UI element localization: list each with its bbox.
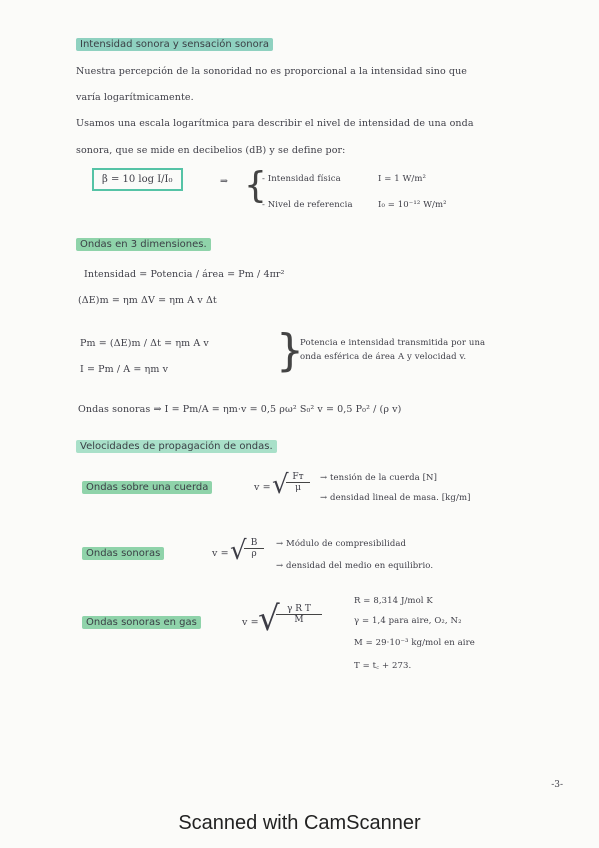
brace-icon: {: [244, 165, 267, 206]
fraction: [244, 538, 264, 559]
page-number: -3-: [551, 780, 563, 790]
label-ondas-gas: Ondas sonoras en gas: [82, 616, 201, 629]
right-brace-icon: }: [276, 325, 304, 376]
equation-line: (ΔE)m = ηm ΔV = ηm A v Δt: [78, 295, 217, 306]
label-ondas-cuerda: Ondas sobre una cuerda: [82, 481, 212, 494]
equation-line: Intensidad = Potencia / área = Pm / 4πr²: [84, 269, 285, 280]
section-title-ondas-3d: Ondas en 3 dimensiones.: [76, 238, 211, 251]
brace-note: onda esférica de área A y velocidad v.: [300, 352, 467, 362]
decibel-formula-box: β = 10 log I/I₀: [92, 168, 183, 191]
definition-label: - Nivel de referencia: [262, 200, 353, 210]
equation-line: Ondas sonoras ⇒ I = Pm/A = ηm·v = 0,5 ρω² S₀² v = 0,5 P₀² / (ρ v): [78, 404, 402, 415]
constant-note: T = t꜀ + 273.: [354, 661, 412, 671]
variable-note: → densidad del medio en equilibrio.: [276, 561, 434, 571]
denominator: M: [294, 615, 304, 625]
constant-note: γ = 1,4 para aire, O₂, N₂: [354, 616, 462, 626]
equation-line: Pm = (ΔE)m / Δt = ηm A v: [80, 338, 209, 349]
definition-equation: I₀ = 10⁻¹² W/m²: [378, 200, 447, 210]
variable-note: → tensión de la cuerda [N]: [320, 473, 437, 483]
variable-note: → Módulo de compresibilidad: [276, 539, 407, 549]
equation-line: I = Pm / A = ηm v: [80, 364, 169, 375]
numerator: Fᴛ: [286, 472, 310, 483]
sqrt-radical: √: [230, 536, 247, 566]
velocity-lhs: v =: [254, 482, 271, 493]
denominator: ρ: [251, 549, 257, 559]
denominator: μ: [295, 483, 301, 493]
paragraph-line: Nuestra percepción de la sonoridad no es proporcional a la intensidad sino que: [76, 66, 468, 77]
sqrt-radical: √: [258, 599, 280, 639]
section-title-intensidad: Intensidad sonora y sensación sonora: [76, 38, 273, 51]
velocity-lhs: v =: [242, 617, 259, 628]
definition-label: - Intensidad física: [262, 174, 341, 184]
paragraph-line: sonora, que se mide en decibelios (dB) y se define por:: [76, 145, 346, 156]
implies-arrow: ⇒: [220, 176, 229, 187]
numerator: B: [244, 538, 264, 549]
fraction: [276, 604, 322, 625]
section-title-velocidades: Velocidades de propagación de ondas.: [76, 440, 277, 453]
definition-equation: I = 1 W/m²: [378, 174, 427, 184]
sqrt-radical: √: [272, 470, 289, 500]
scanner-watermark: Scanned with CamScanner: [178, 812, 421, 834]
paragraph-line: varía logarítmicamente.: [76, 92, 194, 103]
constant-note: R = 8,314 J/mol K: [354, 596, 433, 606]
constant-note: M = 29·10⁻³ kg/mol en aire: [354, 638, 475, 648]
label-ondas-sonoras: Ondas sonoras: [82, 547, 164, 560]
paragraph-line: Usamos una escala logarítmica para describir el nivel de intensidad de una onda: [76, 118, 474, 129]
fraction: [286, 472, 310, 493]
numerator: γ R T: [276, 604, 322, 615]
brace-note: Potencia e intensidad transmitida por una: [300, 338, 486, 348]
variable-note: → densidad lineal de masa. [kg/m]: [320, 493, 471, 503]
velocity-lhs: v =: [212, 548, 229, 559]
